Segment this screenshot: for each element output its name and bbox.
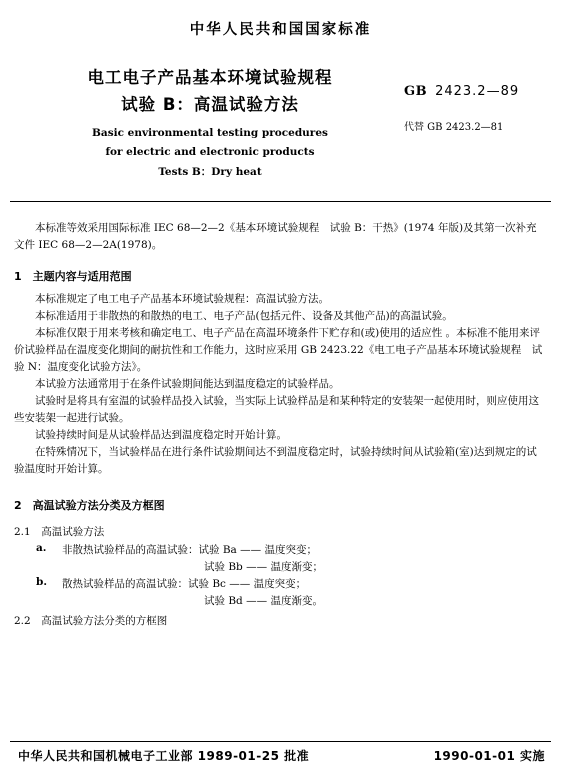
intro-text: 本标准等效采用国际标准 IEC 68—2—2《基本环境试验规程 试验 B：干热》(1974 年版)及其第一次补充文件 IEC 68—2—2A(1978)。 [14,222,537,251]
section1-para4: 本试验方法通常用于在条件试验期间能达到温度稳定的试验样品。 [35,378,340,390]
replaces-standard: 代替 GB 2423.2—81 [404,122,504,133]
section1-para2: 本标准适用于非散热的和散热的电工、电子产品(包括元件、设备及其他产品)的高温试验。 [35,310,453,322]
effective-date: 1990-01-01 实施 [433,749,545,763]
item-a-text: 非散热试验样品的高温试验：试验 Ba —— 温度突变； [62,544,317,556]
section1-para3: 本标准仅限于用来考核和确定电工、电子产品在高温环境条件下贮存和(或)使用的适应性 。本标准不能用来评价试验样品在温度变化期间的耐抗性和工作能力，这时应采用 GB 2423.22《电工电子产品基本环境试验规程 试验 N：温度变化试验方法》。 [14,327,543,373]
header-divider [10,201,551,202]
document-title-line1: 电工电子产品基本环境试验规程 [87,68,333,87]
intro-paragraph [14,220,544,254]
section1-title: 1 主题内容与适用范围 [14,270,132,283]
national-standard-header: 中华人民共和国国家标准 [189,22,372,38]
english-title-line1: Basic environmental testing procedures [92,127,328,139]
item-b-continuation: 试验 Bd —— 温度渐变。 [204,595,323,607]
section2-2-title: 2.2 高温试验方法分类的方框图 [14,615,168,627]
item-b-text: 散热试验样品的高温试验：试验 Bc —— 温度突变； [62,578,307,590]
english-title-line2: for electric and electronic products [105,146,315,158]
item-a-continuation: 试验 Bb —— 温度渐变； [204,561,323,573]
section1-para7: 在特殊情况下，当试验样品在进行条件试验期间达不到温度稳定时，试验持续时间从试验箱(室)达到规定的试验温度时开始计算。 [14,446,537,475]
item-b-label: b. [36,576,47,588]
section1-para6: 试验持续时间是从试验样品达到温度稳定时开始计算。 [35,429,287,441]
item-a-label: a. [36,542,47,554]
footer-divider [10,741,551,742]
document-title-line2: 试验 B：高温试验方法 [121,95,299,114]
section1-body [14,291,544,478]
english-title-line3: Tests B：Dry heat [158,166,262,178]
standard-number [404,84,519,99]
section2-1-title: 2.1 高温试验方法 [14,526,105,538]
standard-prefix: GB [404,84,428,99]
section2-title: 2 高温试验方法分类及方框图 [14,499,165,512]
section1-para5: 试验时是将具有室温的试验样品投入试验，当实际上试验样品是和某种特定的安装架一起使用时，则应使用这些安装架一起进行试验。 [14,395,539,424]
standard-code: 2423.2—89 [435,84,520,99]
section1-para1: 本标准规定了电工电子产品基本环境试验规程：高温试验方法。 [35,293,329,305]
approval-info: 中华人民共和国机械电子工业部 1989-01-25 批准 [18,749,310,763]
